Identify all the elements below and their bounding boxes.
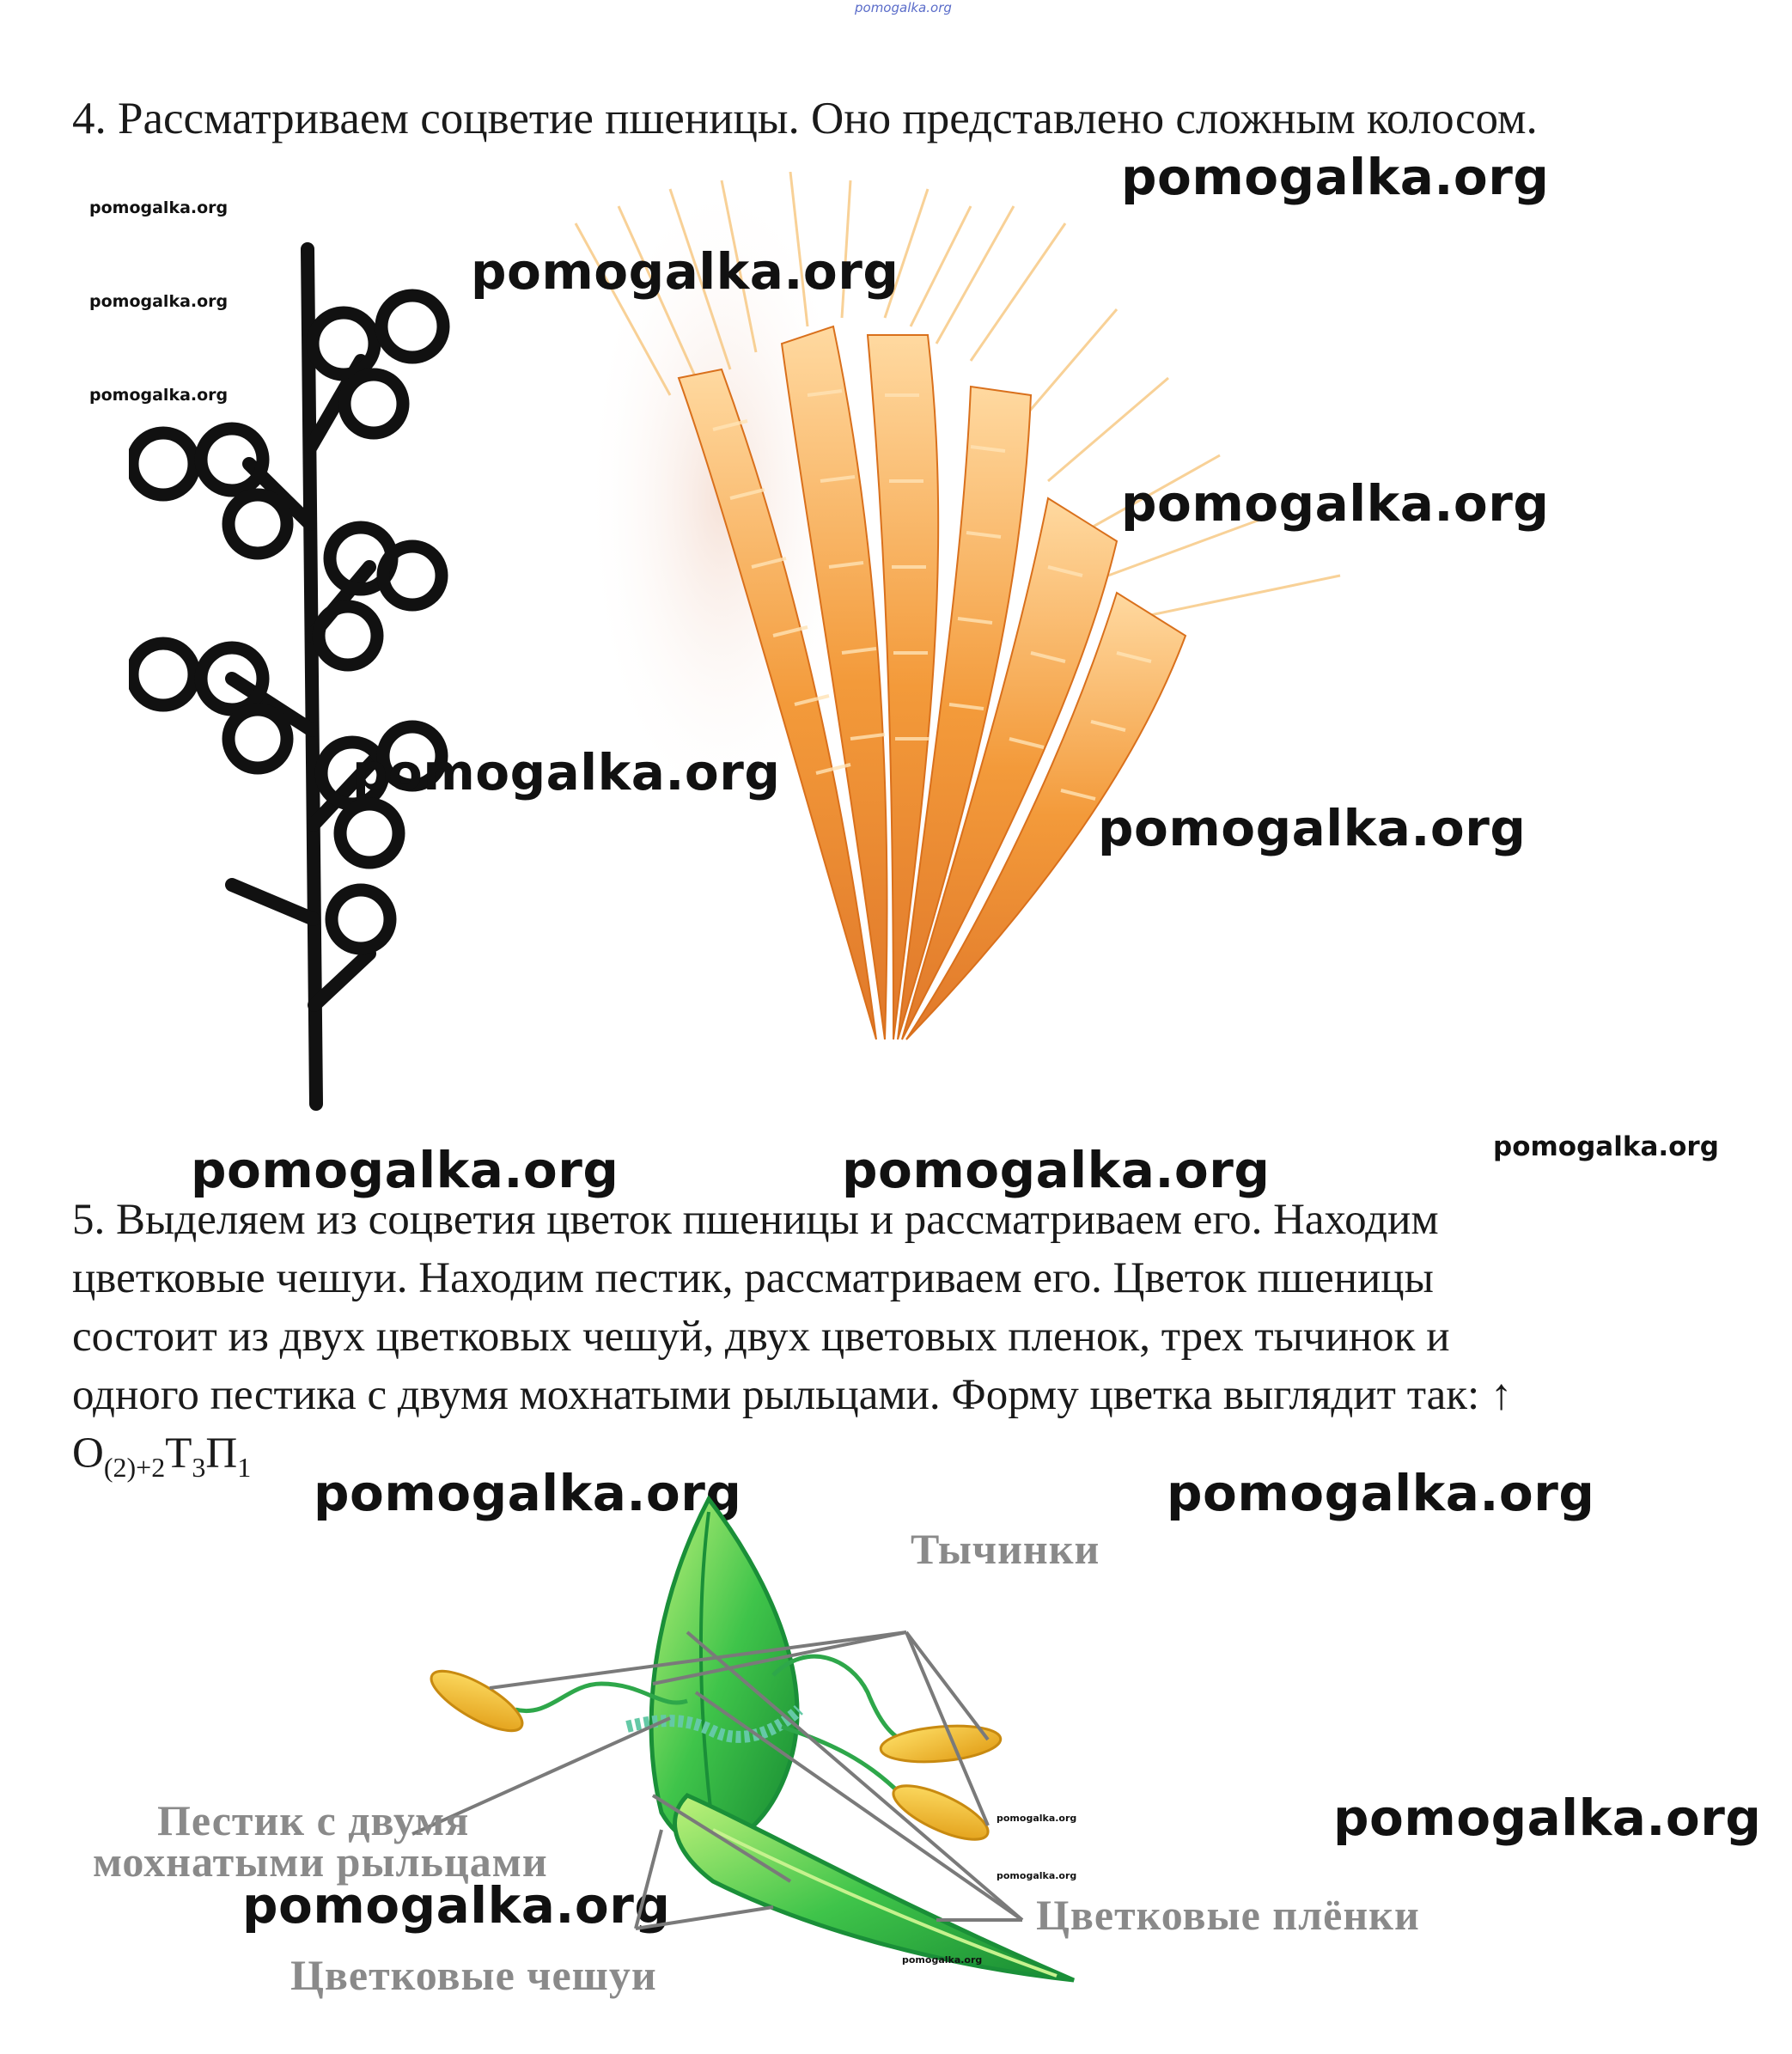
watermark-small-2: pomogalka.org [89,292,229,311]
watermark-big-5: pomogalka.org [1098,799,1527,857]
watermark-small-3: pomogalka.org [89,386,229,405]
label-stamens: Тычинки [911,1525,1100,1573]
watermark-tiny-2: pomogalka.org [997,1870,1077,1881]
wheat-ears-image [567,172,1374,1160]
label-glumes: Цветковые чешуи [290,1951,657,1999]
flower-formula: $О_{(2)+2}Т_3П_1$ [72,1429,252,1484]
watermark-small-1: pomogalka.org [89,198,229,217]
watermark-big-4: pomogalka.org [352,743,781,801]
section5-line3: состоит из двух цветковых чешуй, двух цветовых пленок, трех тычинок и [72,1313,1450,1361]
watermark-big-11: pomogalka.org [242,1876,671,1935]
watermark-big-9: pomogalka.org [1167,1464,1595,1522]
watermark-big-6: pomogalka.org [191,1141,619,1199]
section5-line1: 5. Выделяем из соцветия цветок пшеницы и рассматриваем его. Находим [72,1196,1439,1244]
label-films: Цветковые плёнки [1036,1891,1420,1939]
section4-text: 4. Рассматриваем соцветие пшеницы. Оно представлено сложным колосом. [72,94,1538,143]
watermark-big-10: pomogalka.org [1333,1789,1762,1847]
watermark-big-2: pomogalka.org [471,242,899,301]
watermark-tiny-1: pomogalka.org [997,1813,1077,1824]
section5-line4: одного пестика с двумя мохнатыми рыльцами. Форму цветка выглядит так: ↑ [72,1371,1513,1419]
watermark-big-1: pomogalka.org [1121,148,1550,206]
watermark-big-7: pomogalka.org [842,1141,1271,1199]
watermark-big-8: pomogalka.org [314,1464,742,1522]
label-pistil-line2: мохнатыми рыльцами [93,1838,548,1886]
top-watermark: pomogalka.org [855,0,952,15]
watermark-tiny-3: pomogalka.org [902,1954,983,1966]
spike-schematic-diagram [129,232,507,1125]
watermark-big-3: pomogalka.org [1121,474,1550,533]
section5-line2: цветковые чешуи. Находим пестик, рассматриваем его. Цветок пшеницы [72,1254,1434,1302]
label-pistil-line1: Пестик с двумя [157,1796,470,1844]
watermark-medium-1: pomogalka.org [1493,1131,1719,1162]
